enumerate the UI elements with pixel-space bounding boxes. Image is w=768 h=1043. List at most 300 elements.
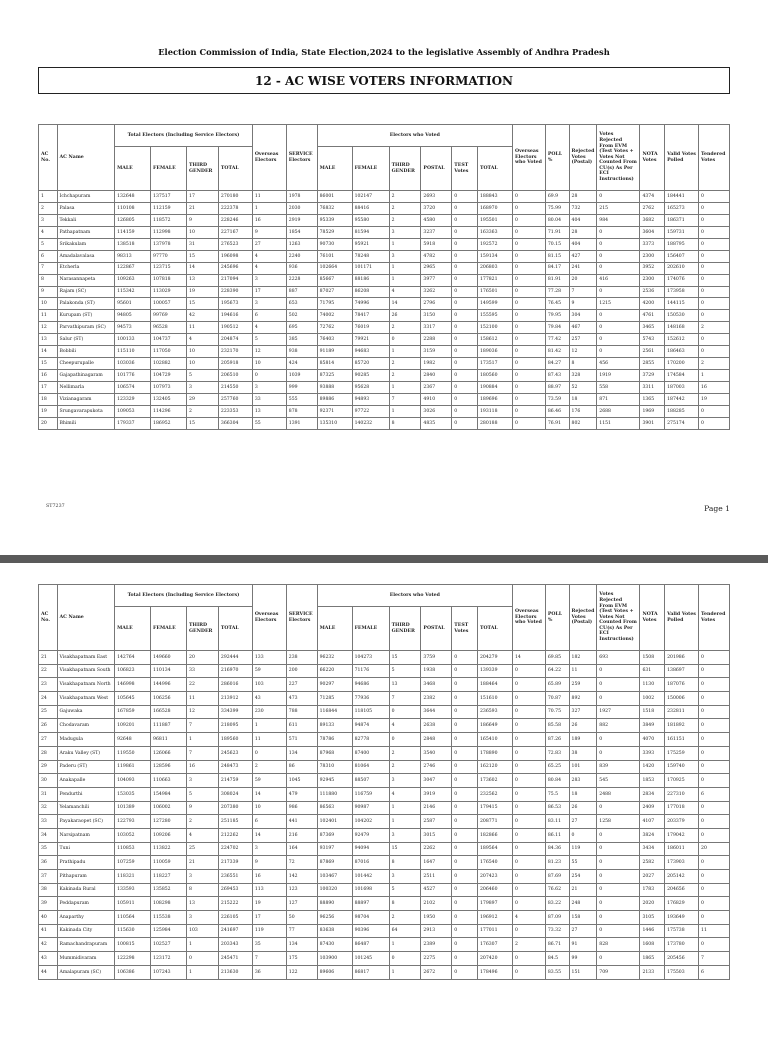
table-cell: 116844 (317, 705, 352, 719)
table-cell: 76019 (352, 322, 389, 334)
table-cell: 70.75 (545, 705, 569, 719)
table-cell: 64.22 (545, 664, 569, 678)
table-cell: 175259 (665, 746, 699, 760)
table-cell: 119 (252, 924, 286, 938)
table-cell: 177821 (477, 274, 512, 286)
header-male: MALE (115, 147, 151, 191)
table-cell: 37 (39, 870, 58, 884)
table-cell: 164 (286, 842, 317, 856)
table-cell: 205456 (665, 952, 699, 966)
table-cell: 1 (389, 965, 421, 979)
table-cell: 3 (389, 828, 421, 842)
table-row (39, 828, 730, 842)
table-cell: 0 (512, 393, 545, 405)
table-cell: 5743 (640, 334, 665, 346)
table-cell: 3105 (640, 911, 665, 925)
table-cell: 125984 (151, 924, 187, 938)
table-cell: 152612 (665, 334, 699, 346)
table-cell: 175 (286, 952, 317, 966)
table-cell: 174584 (665, 370, 699, 382)
table-cell: 151610 (477, 692, 512, 706)
table-cell: 193649 (665, 911, 699, 925)
table-cell: 176540 (477, 856, 512, 870)
table-row (39, 856, 730, 870)
table-cell: 0 (452, 828, 478, 842)
table-cell: 6 (252, 310, 286, 322)
table-cell: 5 (39, 238, 58, 250)
table-cell: 19 (39, 405, 58, 417)
table-cell: 236551 (218, 870, 252, 884)
table-cell: 0 (699, 733, 730, 747)
table-cell: 33 (39, 815, 58, 829)
table-cell: 3159 (421, 346, 452, 358)
report-subtitle: 12 - AC WISE VOTERS INFORMATION (38, 67, 730, 94)
table-cell: 0 (597, 733, 640, 747)
table-cell: 138697 (665, 664, 699, 678)
table-cell: 14 (512, 651, 545, 665)
table-cell: 12 (187, 705, 219, 719)
table-cell: 59 (252, 664, 286, 678)
table-cell: 275174 (665, 417, 699, 429)
document-title: Election Commission of India, State Election,2024 to the legislative Assembly of Andhra Pradesh (158, 47, 610, 57)
table-cell: 35 (39, 842, 58, 856)
table-cell: 404 (569, 238, 597, 250)
table-cell: 3468 (421, 678, 452, 692)
table-cell: 0 (512, 692, 545, 706)
header-poll-pct: POLL % (545, 125, 569, 191)
table-cell: 882 (597, 719, 640, 733)
table-cell: 257760 (218, 393, 252, 405)
table-cell: 204279 (477, 651, 512, 665)
ac-name-cell: Kurupam (ST) (57, 310, 115, 322)
table-cell: 0 (452, 393, 478, 405)
table-cell: 52 (569, 382, 597, 394)
table-cell: 15 (187, 250, 219, 262)
table-cell: 87016 (352, 856, 389, 870)
table-cell: 1647 (421, 856, 452, 870)
table-cell: 78529 (317, 226, 352, 238)
table-cell: 134 (286, 746, 317, 760)
table-cell: 83.11 (545, 815, 569, 829)
table-cell: 118105 (352, 705, 389, 719)
table-cell: 176829 (665, 897, 699, 911)
table-cell: 188795 (665, 238, 699, 250)
table-cell: 116759 (352, 787, 389, 801)
table-cell: 92479 (352, 828, 389, 842)
table-cell: 936 (286, 262, 317, 274)
table-cell: 4835 (421, 417, 452, 429)
table-cell: 179415 (477, 801, 512, 815)
table-cell: 0 (512, 842, 545, 856)
table-cell: 10 (187, 346, 219, 358)
table-cell: 88507 (352, 774, 389, 788)
table-cell: 0 (452, 346, 478, 358)
table-cell: 7 (252, 952, 286, 966)
table-cell: 83638 (317, 924, 352, 938)
table-cell: 0 (512, 856, 545, 870)
table-cell: 72762 (317, 322, 352, 334)
table-cell: 0 (699, 346, 730, 358)
table-cell: 32 (39, 801, 58, 815)
table-cell: 2840 (421, 370, 452, 382)
table-cell: 0 (452, 911, 478, 925)
table-cell: 170925 (665, 774, 699, 788)
table-cell: 0 (512, 214, 545, 226)
ac-name-cell: Visakhapatnam South (57, 664, 115, 678)
table-cell: 16 (699, 382, 730, 394)
ac-name-cell: Salur (ST) (57, 334, 115, 346)
table-cell: 878 (286, 405, 317, 417)
table-cell: 87.09 (545, 911, 569, 925)
header-rejected-evm: Votes Rejected From EVM (Test Votes + Votes Not Counted From CU(s) As Per ECI Instructions) (597, 585, 640, 651)
table-cell: 20 (569, 274, 597, 286)
table-cell: 4580 (421, 214, 452, 226)
table-cell: 0 (699, 801, 730, 815)
table-cell: 205142 (665, 870, 699, 884)
table-cell: 0 (699, 250, 730, 262)
table-cell: 0 (452, 214, 478, 226)
ac-name-cell: Kakinada City (57, 924, 115, 938)
table-cell: 17 (252, 286, 286, 298)
table-cell: 87369 (317, 828, 352, 842)
table-cell: 224702 (218, 842, 252, 856)
voters-table-page-1 (38, 124, 730, 430)
table-cell: 81.42 (545, 346, 569, 358)
voters-table-page-2 (38, 584, 730, 980)
table-cell: 155595 (477, 310, 512, 322)
ac-name-cell: Peddapuram (57, 897, 115, 911)
ac-name-cell: Bhimili (57, 417, 115, 429)
table-cell: 175503 (665, 965, 699, 979)
table-cell: 41 (39, 924, 58, 938)
table-cell: 11 (187, 692, 219, 706)
table-cell: 0 (512, 664, 545, 678)
table-cell: 132405 (151, 393, 187, 405)
table-cell: 79.84 (545, 322, 569, 334)
table-cell: 9 (252, 856, 286, 870)
table-cell: 0 (512, 370, 545, 382)
table-cell: 2228 (286, 274, 317, 286)
table-cell: 2746 (421, 760, 452, 774)
table-cell: 0 (699, 664, 730, 678)
header-male: MALE (115, 607, 151, 651)
table-cell: 2 (699, 322, 730, 334)
ac-name-cell: Gajapathinagaram (57, 370, 115, 382)
table-cell: 20 (187, 651, 219, 665)
table-cell: 2 (389, 358, 421, 370)
table-cell: 0 (597, 334, 640, 346)
table-cell: 103052 (115, 828, 151, 842)
table-row (39, 334, 730, 346)
table-cell: 177018 (665, 801, 699, 815)
table-cell: 0 (452, 310, 478, 322)
table-cell: 1 (389, 815, 421, 829)
table-cell: 571 (286, 733, 317, 747)
table-cell: 13 (389, 678, 421, 692)
table-row (39, 705, 730, 719)
table-cell: 29 (39, 760, 58, 774)
table-cell: 0 (699, 897, 730, 911)
table-cell: 4 (512, 911, 545, 925)
table-cell: 4527 (421, 883, 452, 897)
table-cell: 81.15 (545, 250, 569, 262)
table-cell: 1 (389, 801, 421, 815)
table-cell: 3 (252, 382, 286, 394)
table-cell: 97770 (151, 250, 187, 262)
header-ac-name: AC Name (57, 125, 115, 191)
table-cell: 1608 (640, 938, 665, 952)
table-cell: 110059 (151, 856, 187, 870)
table-cell: 259 (569, 678, 597, 692)
table-cell: 86.46 (545, 405, 569, 417)
table-cell: 206510 (218, 370, 252, 382)
table-cell: 79921 (352, 334, 389, 346)
table-cell: 0 (597, 226, 640, 238)
table-cell: 123329 (115, 393, 151, 405)
table-cell: 214550 (218, 382, 252, 394)
table-cell: 86563 (317, 801, 352, 815)
table-cell: 0 (452, 322, 478, 334)
table-cell: 3015 (421, 828, 452, 842)
table-cell: 87.26 (545, 733, 569, 747)
table-cell: 0 (452, 897, 478, 911)
table-cell: 3262 (421, 286, 452, 298)
table-cell: 88890 (317, 897, 352, 911)
table-cell: 13 (187, 274, 219, 286)
table-cell: 193118 (477, 405, 512, 417)
table-cell: 3824 (640, 828, 665, 842)
table-cell: 104093 (115, 774, 151, 788)
table-cell: 102147 (352, 191, 389, 203)
table-cell: 106386 (115, 965, 151, 979)
table-cell: 166528 (151, 705, 187, 719)
table-cell: 427 (569, 250, 597, 262)
table-row (39, 760, 730, 774)
table-cell: 31 (39, 787, 58, 801)
table-cell: 0 (452, 719, 478, 733)
table-cell: 1258 (597, 815, 640, 829)
table-cell: 76.62 (545, 883, 569, 897)
table-cell: 2 (389, 911, 421, 925)
table-cell: 0 (699, 191, 730, 203)
table-row (39, 417, 730, 429)
table-cell: 1 (389, 938, 421, 952)
table-cell: 1 (389, 274, 421, 286)
table-cell: 16 (187, 760, 219, 774)
header-ac-no: AC No. (39, 125, 58, 191)
table-cell: 84.36 (545, 842, 569, 856)
table-cell: 189560 (218, 733, 252, 747)
table-cell: 0 (597, 286, 640, 298)
table-cell: 3 (187, 911, 219, 925)
table-cell: 189696 (477, 393, 512, 405)
table-row (39, 238, 730, 250)
table-cell: 276523 (218, 238, 252, 250)
ac-name-cell: Chodavaram (57, 719, 115, 733)
table-cell: 0 (597, 856, 640, 870)
table-cell: 0 (597, 828, 640, 842)
table-cell: 441 (286, 815, 317, 829)
table-cell: 77.42 (545, 334, 569, 346)
header-tendered: Tendered Votes (699, 125, 730, 191)
table-cell: 30 (39, 774, 58, 788)
ac-name-cell: Araku Valley (ST) (57, 746, 115, 760)
ac-name-cell: Ichchapuram (57, 191, 115, 203)
table-cell: 188464 (477, 678, 512, 692)
table-cell: 77 (286, 924, 317, 938)
page-two (0, 563, 768, 1043)
table-cell: 123715 (151, 262, 187, 274)
table-cell: 0 (512, 965, 545, 979)
ac-name-cell: Etcherla (57, 262, 115, 274)
table-cell: 1950 (421, 911, 452, 925)
table-cell: 110663 (151, 774, 187, 788)
table-cell: 204874 (218, 334, 252, 346)
table-cell: 90987 (352, 801, 389, 815)
table-cell: 13 (187, 897, 219, 911)
table-cell: 0 (452, 842, 478, 856)
header-voted-male: MALE (317, 147, 352, 191)
table-cell: 87027 (317, 286, 352, 298)
header-tendered: Tendered Votes (699, 585, 730, 651)
table-cell: 23 (39, 678, 58, 692)
table-cell: 0 (452, 883, 478, 897)
table-row (39, 733, 730, 747)
ac-name-cell: Madugula (57, 733, 115, 747)
table-cell: 26 (39, 719, 58, 733)
table-cell: 86817 (352, 965, 389, 979)
table-cell: 5 (187, 787, 219, 801)
table-cell: 20 (699, 842, 730, 856)
table-cell: 2030 (286, 202, 317, 214)
table-cell: 99769 (151, 310, 187, 322)
table-row (39, 911, 730, 925)
table-cell: 238 (286, 651, 317, 665)
table-cell: 0 (452, 938, 478, 952)
table-cell: 0 (512, 719, 545, 733)
header-voted-third-gender: THIRD GENDER (389, 147, 421, 191)
table-cell: 0 (699, 417, 730, 429)
table-cell: 181892 (665, 719, 699, 733)
table-cell: 828 (597, 938, 640, 952)
table-cell: 2 (389, 760, 421, 774)
table-cell: 223353 (218, 405, 252, 417)
table-cell: 142 (286, 870, 317, 884)
table-cell: 20 (39, 417, 58, 429)
table-cell: 110564 (115, 911, 151, 925)
table-cell: 162120 (477, 760, 512, 774)
ac-name-cell: Gajuwaka (57, 705, 115, 719)
table-cell: 189036 (477, 346, 512, 358)
table-cell: 0 (597, 692, 640, 706)
table-cell: 71285 (317, 692, 352, 706)
table-cell: 110134 (151, 664, 187, 678)
table-cell: 1391 (286, 417, 317, 429)
table-cell: 122 (286, 965, 317, 979)
table-cell: 212262 (218, 828, 252, 842)
table-cell: 80.84 (545, 774, 569, 788)
table-cell: 98313 (115, 250, 151, 262)
table-cell: 188843 (477, 191, 512, 203)
table-cell: 0 (512, 322, 545, 334)
table-cell: 308024 (218, 787, 252, 801)
table-row (39, 746, 730, 760)
table-cell: 188285 (665, 405, 699, 417)
table-cell: 788 (286, 705, 317, 719)
table-row (39, 322, 730, 334)
table-cell: 18 (39, 393, 58, 405)
table-cell: 95628 (352, 382, 389, 394)
table-cell: 77.28 (545, 286, 569, 298)
table-cell: 1969 (640, 405, 665, 417)
table-cell: 0 (699, 911, 730, 925)
table-cell: 2 (252, 760, 286, 774)
table-cell: 18 (569, 787, 597, 801)
table-cell: 0 (597, 883, 640, 897)
table-cell: 13 (39, 334, 58, 346)
table-cell: 55 (569, 856, 597, 870)
table-cell: 0 (512, 262, 545, 274)
table-cell: 31 (187, 238, 219, 250)
table-cell: 85667 (317, 274, 352, 286)
table-cell: 1 (389, 405, 421, 417)
table-cell: 114296 (151, 405, 187, 417)
table-cell: 28 (569, 191, 597, 203)
ac-name-cell: Srikakulam (57, 238, 115, 250)
table-cell: 207420 (477, 952, 512, 966)
table-row (39, 774, 730, 788)
table-cell: 3311 (640, 382, 665, 394)
table-cell: 230 (252, 705, 286, 719)
table-cell: 85.58 (545, 719, 569, 733)
table-body (39, 191, 730, 430)
table-cell: 80.04 (545, 214, 569, 226)
header-postal: POSTAL (421, 607, 452, 651)
table-cell: 1263 (286, 238, 317, 250)
table-cell: 17 (39, 382, 58, 394)
table-row (39, 226, 730, 238)
table-cell: 14 (389, 298, 421, 310)
table-cell: 90285 (352, 370, 389, 382)
table-cell: 653 (286, 298, 317, 310)
table-cell: 0 (452, 801, 478, 815)
table-cell: 94683 (352, 346, 389, 358)
table-cell: 202610 (665, 262, 699, 274)
table-cell: 7 (699, 952, 730, 966)
table-cell: 3 (187, 870, 219, 884)
table-cell: 4782 (421, 250, 452, 262)
table-cell: 0 (699, 298, 730, 310)
table-cell: 167859 (115, 705, 151, 719)
table-cell: 1938 (421, 664, 452, 678)
table-row (39, 382, 730, 394)
header-rejected-postal: Rejected Votes (Postal) (569, 125, 597, 191)
table-cell: 334399 (218, 705, 252, 719)
table-cell: 107259 (115, 856, 151, 870)
table-cell: 3373 (640, 238, 665, 250)
table-cell: 0 (512, 924, 545, 938)
table-cell: 216 (286, 828, 317, 842)
ac-name-cell: Tuni (57, 842, 115, 856)
table-cell: 113029 (151, 286, 187, 298)
table-cell: 3465 (640, 322, 665, 334)
table-cell: 107973 (151, 382, 187, 394)
table-cell: 2382 (421, 692, 452, 706)
table-cell: 269453 (218, 883, 252, 897)
table-cell: 0 (512, 815, 545, 829)
table-cell: 0 (512, 274, 545, 286)
table-cell: 127 (286, 897, 317, 911)
